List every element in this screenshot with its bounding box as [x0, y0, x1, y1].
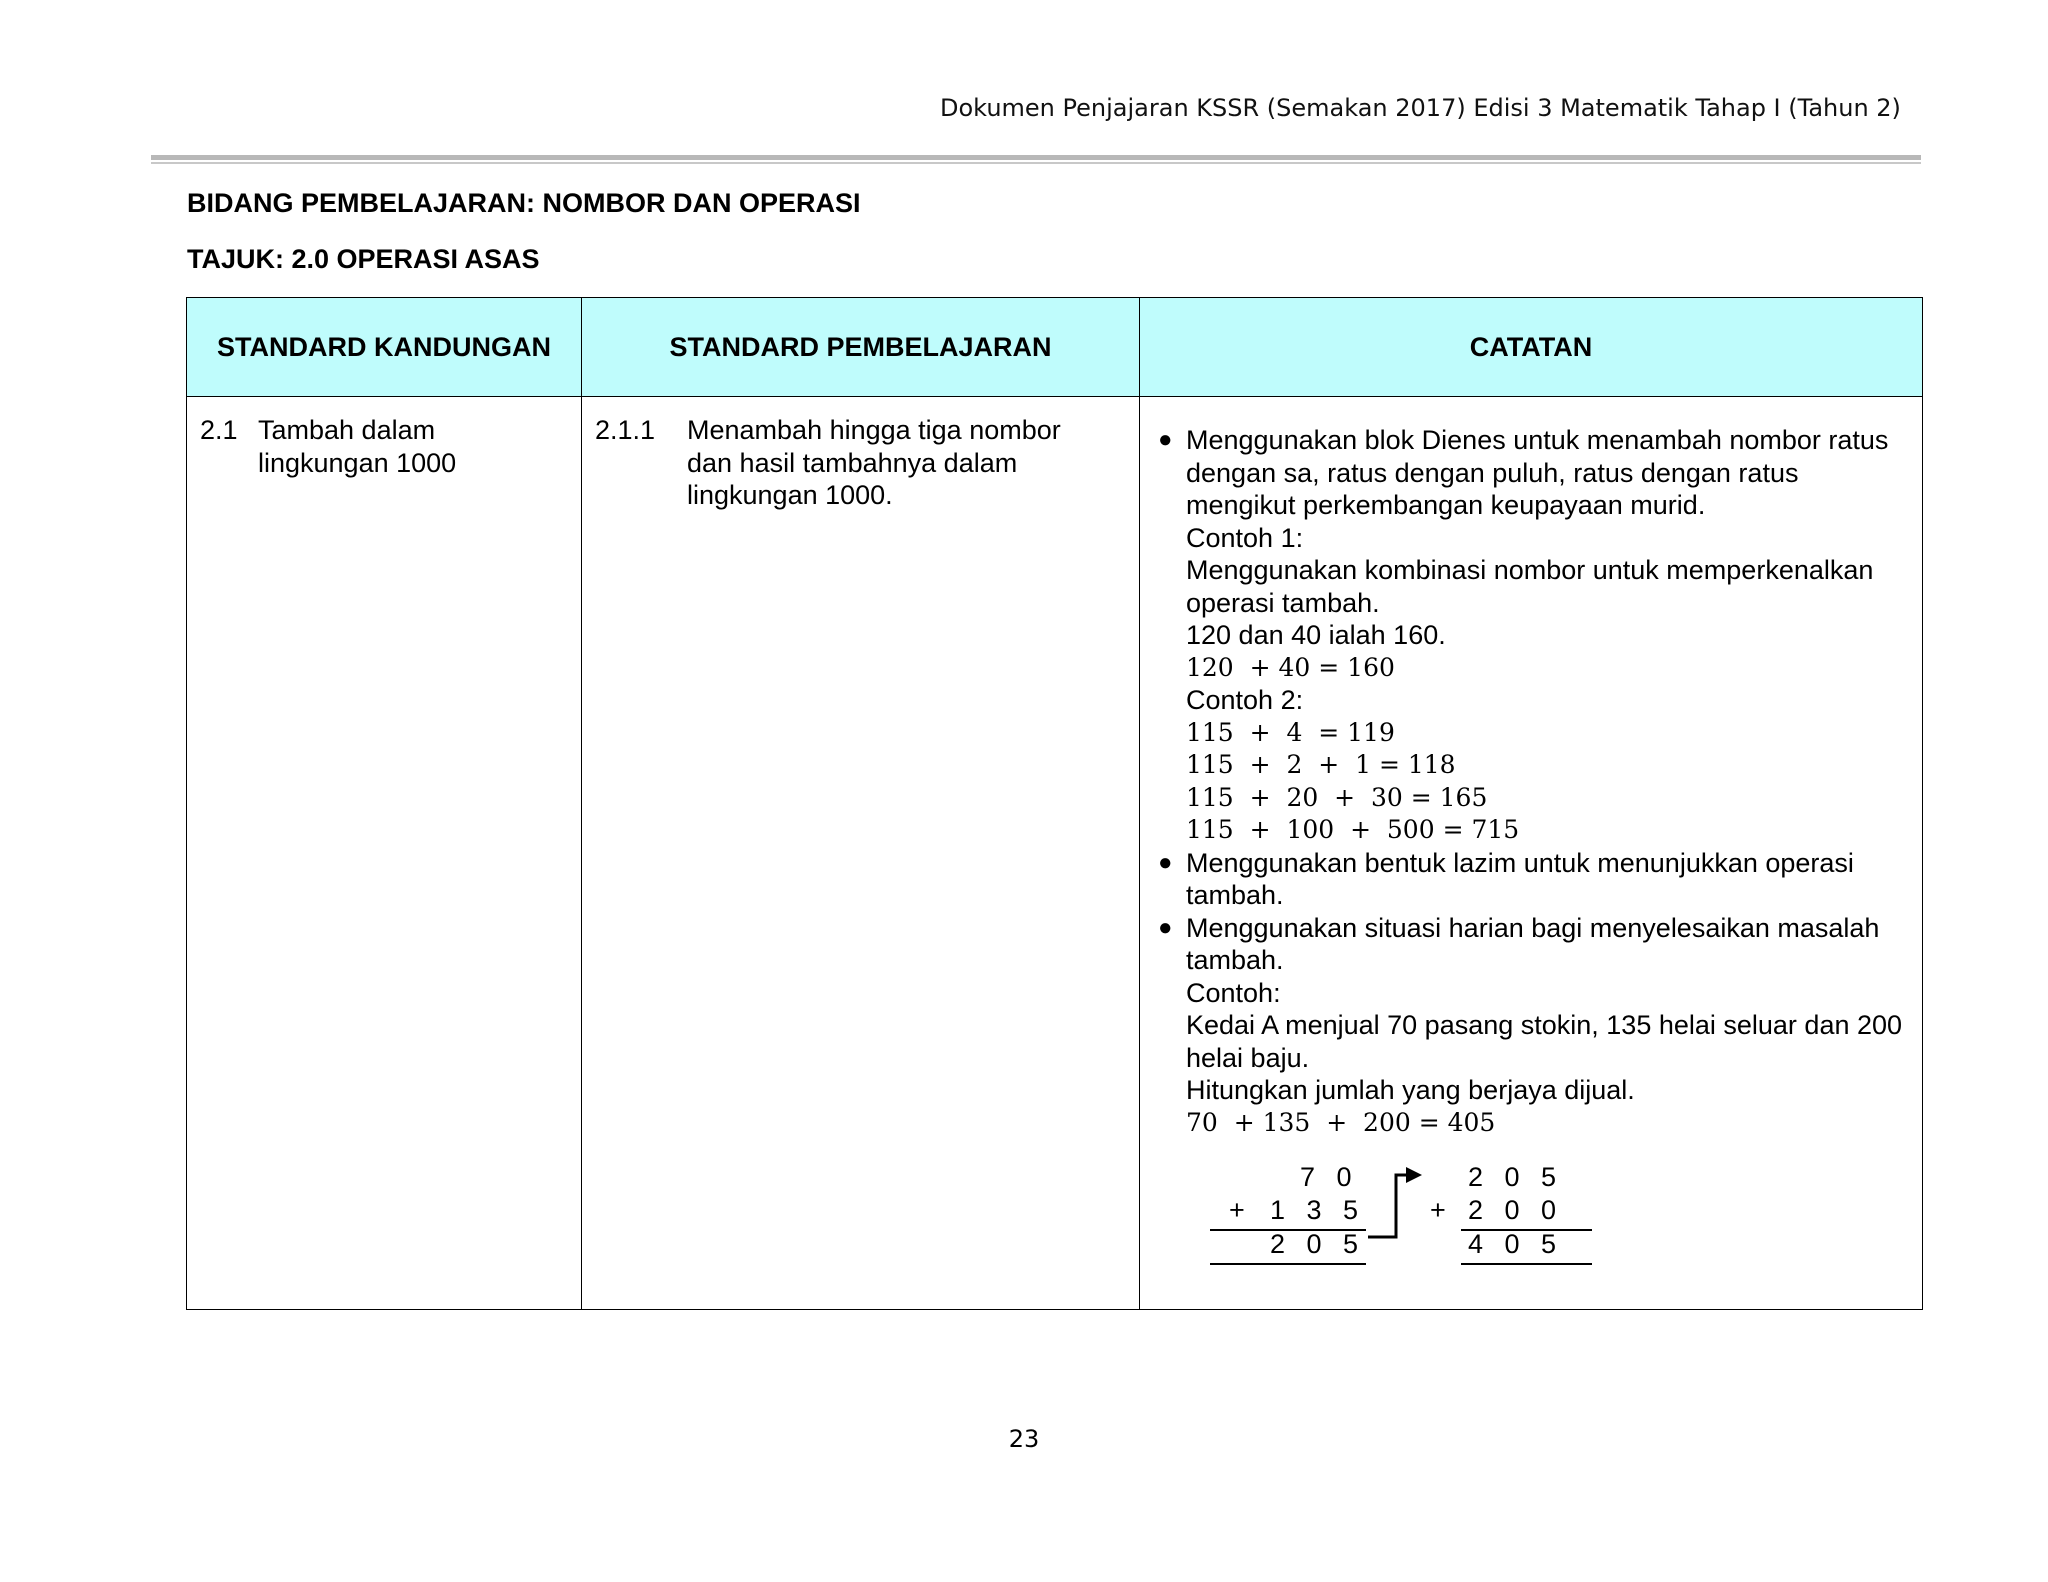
example-text: Menggunakan kombinasi nombor untuk memperkenalkan operasi tambah. [1186, 555, 1874, 618]
example-text: Kedai A menjual 70 pasang stokin, 135 helai seluar dan 200 helai baju. [1186, 1010, 1903, 1073]
header-standard-kandungan: STANDARD KANDUNGAN [187, 298, 582, 397]
calc-plus-sign: + [1430, 1195, 1453, 1225]
calc-left-mid: 1 3 5 [1270, 1195, 1366, 1225]
equation: 115 + 20 + 30 = 165 [1186, 782, 1488, 812]
header-catatan: CATATAN [1140, 298, 1923, 397]
sp-text: Menambah hingga tiga nombor dan hasil tambahnya dalam lingkungan 1000. [687, 415, 1061, 510]
calc-right-mid: 2 0 0 [1468, 1195, 1564, 1225]
note-text: Menggunakan blok Dienes untuk menambah nombor ratus dengan sa, ratus dengan puluh, ratus dengan ratus mengikut perkembangan keupayaan murid. [1186, 425, 1889, 520]
notes-list [1140, 397, 1922, 1139]
table-header-row [187, 298, 1923, 397]
list-item [1140, 424, 1922, 847]
table-row [187, 397, 1923, 1310]
document-header: Dokumen Penjajaran KSSR (Semakan 2017) Edisi 3 Matematik Tahap I (Tahun 2) [940, 94, 1901, 122]
calc-plus-sign: + [1229, 1195, 1252, 1225]
bullet-icon: ● [1158, 913, 1173, 941]
learning-area-heading: BIDANG PEMBELAJARAN: NOMBOR DAN OPERASI [187, 188, 861, 218]
equation: 115 + 2 + 1 = 118 [1186, 750, 1456, 779]
header-rule-thin [151, 162, 1921, 164]
equation: 120 + 40 = 160 [1186, 652, 1395, 682]
bullet-icon: ● [1158, 426, 1173, 453]
sp-cell [582, 397, 1140, 1310]
header-rule [151, 155, 1921, 160]
equation: 115 + 100 + 500 = 715 [1186, 815, 1520, 844]
sp-number: 2.1.1 [595, 415, 656, 445]
note-text: Menggunakan situasi harian bagi menyelesaikan masalah tambah. [1186, 912, 1880, 975]
calc-left-result: 2 0 5 [1270, 1229, 1366, 1259]
standards-table [186, 297, 1923, 1310]
topic-heading: TAJUK: 2.0 OPERASI ASAS [187, 244, 540, 274]
example-label: Contoh 2: [1186, 685, 1304, 715]
page-number: 23 [1008, 1425, 1040, 1453]
example-label: Contoh: [1186, 977, 1281, 1008]
note-text: Menggunakan bentuk lazim untuk menunjukkan operasi tambah. [1186, 847, 1854, 910]
example-label: Contoh 1: [1186, 522, 1304, 553]
list-item [1140, 847, 1922, 912]
bullet-icon: ● [1158, 848, 1173, 876]
column-addition [1140, 1155, 1922, 1275]
example-sentence: 120 dan 40 ialah 160. [1186, 620, 1446, 650]
calc-left-top: 7 0 [1300, 1162, 1359, 1192]
sk-cell [187, 397, 582, 1310]
calc-line [1210, 1263, 1366, 1265]
header-standard-pembelajaran: STANDARD PEMBELAJARAN [582, 298, 1140, 397]
arrow-icon [1366, 1163, 1426, 1243]
example-text: Hitungkan jumlah yang berjaya dijual. [1186, 1075, 1635, 1105]
calc-right-top: 2 0 5 [1468, 1162, 1564, 1192]
sk-number: 2.1 [200, 415, 238, 445]
list-item [1140, 912, 1922, 1140]
sk-text: Tambah dalam lingkungan 1000 [258, 415, 457, 478]
calc-line [1461, 1263, 1592, 1265]
catatan-cell [1140, 397, 1923, 1310]
calc-right-result: 4 0 5 [1468, 1229, 1564, 1259]
equation: 70 + 135 + 200 = 405 [1186, 1107, 1496, 1137]
equation: 115 + 4 = 119 [1186, 717, 1395, 747]
